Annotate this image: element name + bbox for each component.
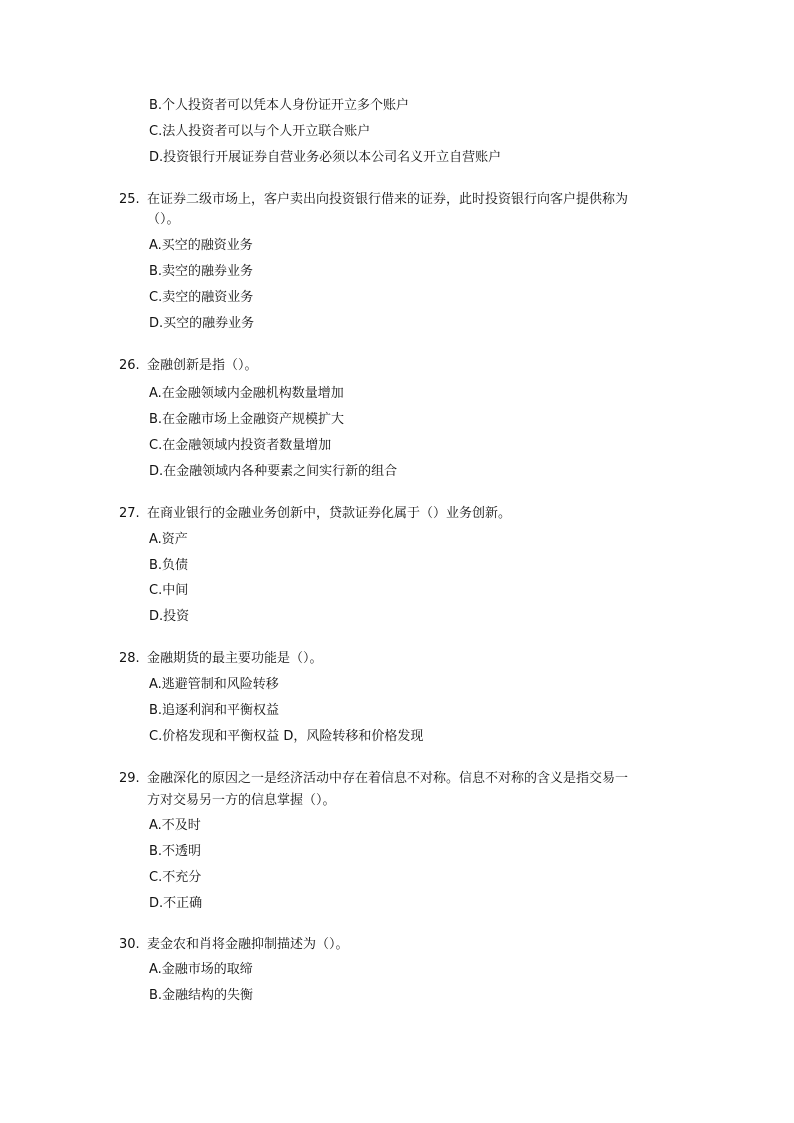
option: B.不透明 <box>149 844 202 859</box>
option: C.卖空的融资业务 <box>149 290 254 305</box>
question-number: 27. <box>119 506 140 521</box>
option: A.资产 <box>149 532 188 547</box>
question-number: 28. <box>119 651 140 666</box>
question-text: 麦金农和肖将金融抑制描述为（）。 <box>147 937 349 952</box>
option: A.买空的融资业务 <box>149 238 253 253</box>
option: D.投资 <box>149 609 190 624</box>
question-text: 在证券二级市场上，客户卖出向投资银行借来的证券，此时投资银行向客户提供称为 <box>147 192 629 207</box>
question-number: 29. <box>119 771 140 786</box>
option: A.金融市场的取缔 <box>149 962 253 977</box>
question-text: 金融创新是指（）。 <box>147 358 258 373</box>
option: A.逃避管制和风险转移 <box>149 677 279 692</box>
option: A.在金融领域内金融机构数量增加 <box>149 386 344 401</box>
question-text: 金融深化的原因之一是经济活动中存在着信息不对称。信息不对称的含义是指交易一 <box>147 771 629 786</box>
option: C.在金融领域内投资者数量增加 <box>149 438 332 453</box>
option: B.个人投资者可以凭本人身份证开立多个账户 <box>149 98 410 113</box>
option: D.买空的融券业务 <box>149 316 255 331</box>
question-text: 在商业银行的金融业务创新中，贷款证券化属于（）业务创新。 <box>147 506 512 521</box>
option: B.金融结构的失衡 <box>149 988 254 1003</box>
option: B.在金融市场上金融资产规模扩大 <box>149 412 345 427</box>
option: D.投资银行开展证券自营业务必须以本公司名义开立自营账户 <box>149 150 502 165</box>
option: B.追逐利润和平衡权益 <box>149 703 280 718</box>
question-text: 方对交易另一方的信息掌握（）。 <box>147 793 336 808</box>
option: C.价格发现和平衡权益 D，风险转移和价格发现 <box>149 729 424 744</box>
option: C.法人投资者可以与个人开立联合账户 <box>149 124 371 139</box>
question-number: 25. <box>119 192 140 207</box>
option: D.不正确 <box>149 896 203 911</box>
question-number: 26. <box>119 358 140 373</box>
option: C.不充分 <box>149 870 202 885</box>
option: D.在金融领域内各种要素之间实行新的组合 <box>149 464 398 479</box>
question-number: 30. <box>119 937 140 952</box>
option: C.中间 <box>149 583 189 598</box>
question-text: （）。 <box>147 212 180 227</box>
option: A.不及时 <box>149 818 201 833</box>
option: B.卖空的融券业务 <box>149 264 254 279</box>
question-text: 金融期货的最主要功能是（）。 <box>147 651 323 666</box>
option: B.负债 <box>149 558 189 573</box>
